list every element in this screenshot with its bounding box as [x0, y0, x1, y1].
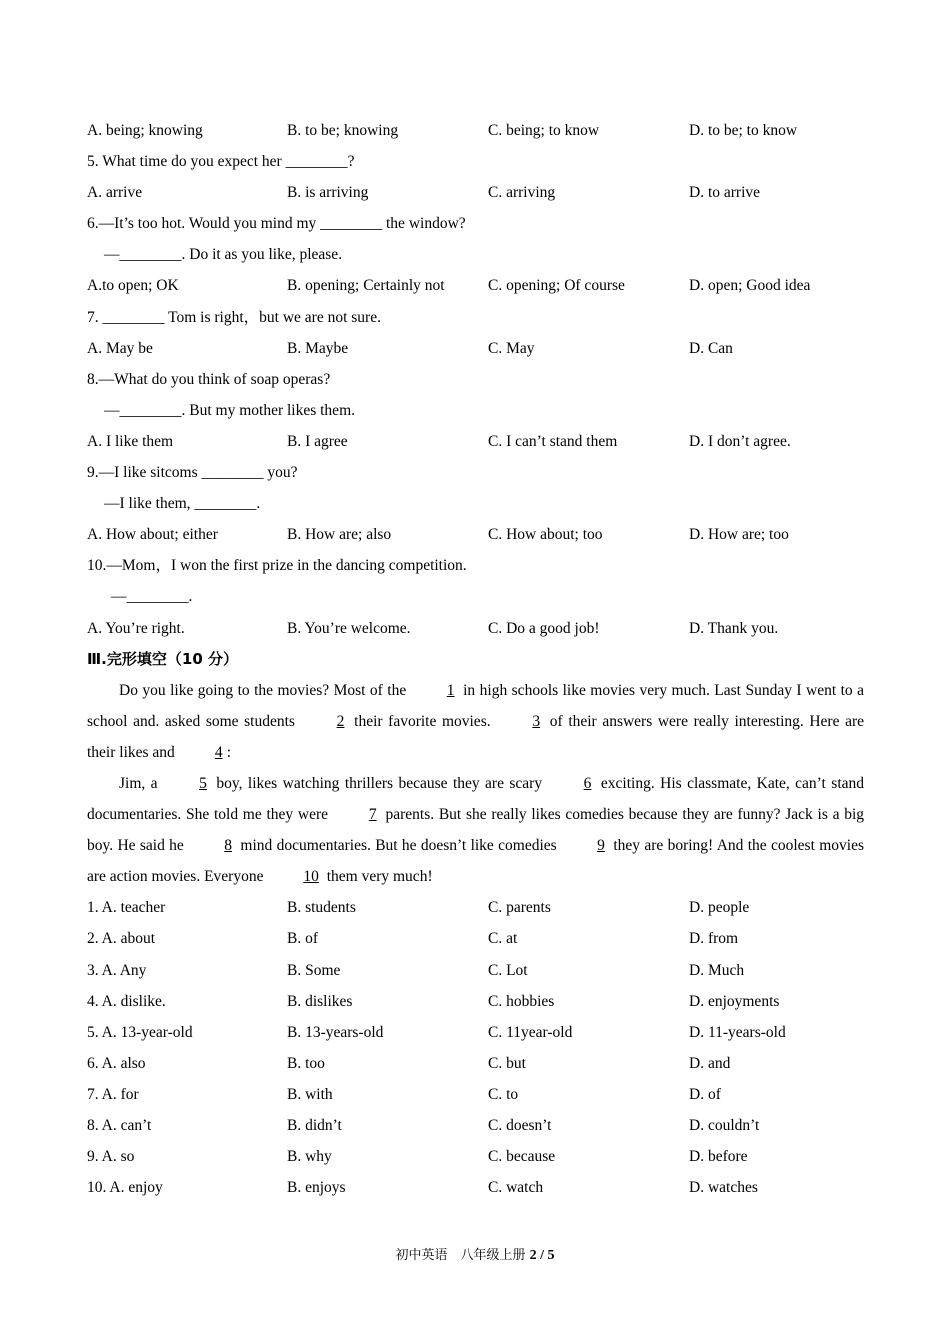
- q8-option-a: A. I like them: [87, 432, 174, 450]
- passage-text: of their answers were really interesting. Here are their likes and: [87, 712, 864, 761]
- blank-6: 6: [583, 774, 592, 792]
- q7-stem: 7. ________ Tom is right，but we are not sure.: [87, 308, 381, 326]
- cloze-option: 7. A. for: [87, 1085, 139, 1103]
- cloze-item-10: [87, 1172, 864, 1203]
- q7-option-c: C. May: [488, 339, 535, 357]
- q8-options: [87, 426, 864, 457]
- page-number: 2 / 5: [529, 1248, 555, 1263]
- passage-paragraph-1: [87, 675, 864, 768]
- q9-stem: 9.—I like sitcoms ________ you?: [87, 464, 298, 482]
- passage-text: Do you like going to the movies? Most of the: [119, 681, 411, 699]
- footer-label: 初中英语 八年级上册: [395, 1248, 530, 1263]
- cloze-option: 6. A. also: [87, 1054, 146, 1072]
- cloze-option: C. hobbies: [488, 992, 555, 1010]
- q10-option-c: C. Do a good job!: [488, 619, 600, 637]
- cloze-option: B. didn’t: [287, 1117, 342, 1134]
- q8-option-c: C. I can’t stand them: [488, 432, 618, 450]
- q10-option-b: B. You’re welcome.: [287, 619, 411, 637]
- cloze-option: B. dislikes: [287, 992, 353, 1010]
- blank-4: 4: [214, 743, 223, 761]
- cloze-option: C. because: [488, 1148, 556, 1166]
- cloze-option: D. of: [689, 1085, 721, 1103]
- page-content: [87, 115, 864, 1203]
- q6-reply: —________. Do it as you like, please.: [104, 246, 343, 264]
- cloze-item-7: [87, 1079, 864, 1110]
- q4-option-a: A. being; knowing: [87, 122, 203, 139]
- cloze-item-1: [87, 892, 864, 923]
- q6-option-d: D. open; Good idea: [689, 277, 811, 295]
- q6-stem: 6.—It’s too hot. Would you mind my ________ the window?: [87, 215, 466, 233]
- cloze-option: D. enjoyments: [689, 992, 780, 1010]
- cloze-option: 5. A. 13-year-old: [87, 1023, 193, 1041]
- q6-option-b: B. opening; Certainly not: [287, 277, 445, 295]
- cloze-option: B. too: [287, 1054, 325, 1072]
- q6-options: [87, 270, 864, 301]
- q8-option-d: D. I don’t agree.: [689, 432, 791, 450]
- cloze-option: B. Some: [287, 961, 341, 979]
- passage-text: parents. But she really likes comedies because they are funny? Jack is a big boy. He said he: [87, 806, 864, 855]
- passage-paragraph-2: [87, 768, 864, 892]
- cloze-option: B. 13-years-old: [287, 1023, 384, 1041]
- cloze-option: B. enjoys: [287, 1179, 346, 1197]
- cloze-item-2: [87, 923, 864, 954]
- cloze-option: D. from: [689, 930, 739, 948]
- cloze-option: C. but: [488, 1054, 526, 1072]
- passage-text: their favorite movies.: [348, 712, 497, 730]
- q4-options: [87, 115, 864, 146]
- cloze-option: D. couldn’t: [689, 1117, 760, 1134]
- q4-option-b: B. to be; knowing: [287, 122, 399, 139]
- blank-2: 2: [336, 712, 345, 730]
- cloze-option: D. 11-years-old: [689, 1023, 786, 1041]
- cloze-item-5: [87, 1017, 864, 1048]
- section3-heading: Ⅲ.完形填空（10 分）: [87, 649, 238, 668]
- cloze-option: C. parents: [488, 899, 551, 917]
- cloze-options: [87, 892, 864, 1203]
- passage-text: exciting. His classmate, Kate, can’t stand documentaries. She told me they were: [87, 774, 864, 824]
- q8-option-b: B. I agree: [287, 432, 348, 450]
- cloze-option: B. students: [287, 899, 356, 917]
- blank-5: 5: [199, 774, 207, 792]
- q9-options: [87, 519, 864, 550]
- q10-options: [87, 613, 864, 644]
- q5-options: [87, 177, 864, 208]
- q5-option-d: D. to arrive: [689, 184, 761, 202]
- cloze-option: B. with: [287, 1085, 333, 1103]
- blank-3: 3: [532, 712, 541, 730]
- passage-text: mind documentaries. But he doesn’t like comedies: [236, 837, 561, 855]
- q8-reply: —________. But my mother likes them.: [104, 401, 355, 419]
- cloze-option: D. people: [689, 899, 750, 917]
- passage-text: they are boring! And the coolest movies are action movies. Everyone: [87, 837, 864, 886]
- cloze-option: B. of: [287, 930, 318, 948]
- passage-text: :: [226, 743, 231, 761]
- q5-option-a: A. arrive: [87, 184, 143, 202]
- q6-option-a: A.to open; OK: [87, 277, 179, 295]
- cloze-option: 9. A. so: [87, 1148, 135, 1166]
- q7-option-a: A. May be: [87, 339, 153, 357]
- q7-option-b: B. Maybe: [287, 339, 349, 357]
- cloze-option: D. and: [689, 1054, 731, 1072]
- cloze-option: D. before: [689, 1148, 748, 1166]
- q10-option-a: A. You’re right.: [87, 619, 185, 637]
- passage-text: boy, likes watching thrillers because they are scary: [210, 774, 548, 792]
- cloze-option: D. Much: [689, 961, 745, 979]
- cloze-option: 4. A. dislike.: [87, 992, 166, 1010]
- page-footer: [0, 1244, 950, 1264]
- q10-reply: —________.: [111, 588, 193, 606]
- cloze-item-9: [87, 1141, 864, 1172]
- blank-7: 7: [368, 806, 377, 824]
- cloze-option: 10. A. enjoy: [87, 1179, 163, 1197]
- passage-text: Jim, a: [119, 774, 163, 792]
- cloze-option: C. watch: [488, 1179, 544, 1197]
- passage-text: in high schools like movies very much. Last Sunday I went to a school and. asked some students: [87, 681, 864, 730]
- q5-stem: 5. What time do you expect her ________?: [87, 153, 355, 171]
- q9-option-c: C. How about; too: [488, 526, 603, 544]
- q4-option-c: C. being; to know: [488, 122, 600, 139]
- cloze-item-8: [87, 1110, 864, 1141]
- passage-text: them very much!: [322, 868, 433, 886]
- q7-options: [87, 333, 864, 364]
- q7-option-d: D. Can: [689, 339, 733, 357]
- q9-option-d: D. How are; too: [689, 526, 789, 544]
- cloze-option: C. to: [488, 1085, 519, 1103]
- cloze-option: 3. A. Any: [87, 961, 147, 979]
- cloze-item-4: [87, 986, 864, 1017]
- q8-stem: 8.—What do you think of soap operas?: [87, 370, 331, 388]
- q10-stem: 10.—Mom，I won the first prize in the dancing competition.: [87, 557, 467, 575]
- cloze-item-6: [87, 1048, 864, 1079]
- cloze-option: C. Lot: [488, 961, 528, 979]
- cloze-item-3: [87, 955, 864, 986]
- cloze-option: 8. A. can’t: [87, 1117, 152, 1134]
- q10-option-d: D. Thank you.: [689, 619, 779, 637]
- q9-option-a: A. How about; either: [87, 526, 218, 544]
- cloze-option: D. watches: [689, 1179, 758, 1197]
- cloze-option: B. why: [287, 1148, 332, 1166]
- cloze-option: 2. A. about: [87, 930, 156, 948]
- cloze-option: 1. A. teacher: [87, 899, 166, 917]
- cloze-option: C. at: [488, 930, 518, 948]
- cloze-option: C. 11year-old: [488, 1023, 573, 1041]
- blank-9: 9: [597, 837, 605, 855]
- q9-reply: —I like them, ________.: [104, 495, 261, 513]
- q9-option-b: B. How are; also: [287, 526, 392, 544]
- q5-option-b: B. is arriving: [287, 184, 369, 202]
- blank-10: 10: [303, 868, 319, 886]
- cloze-option: C. doesn’t: [488, 1117, 552, 1134]
- q6-option-c: C. opening; Of course: [488, 277, 625, 295]
- blank-8: 8: [224, 837, 232, 855]
- q5-option-c: C. arriving: [488, 184, 556, 202]
- blank-1: 1: [446, 681, 455, 699]
- q4-option-d: D. to be; to know: [689, 122, 798, 139]
